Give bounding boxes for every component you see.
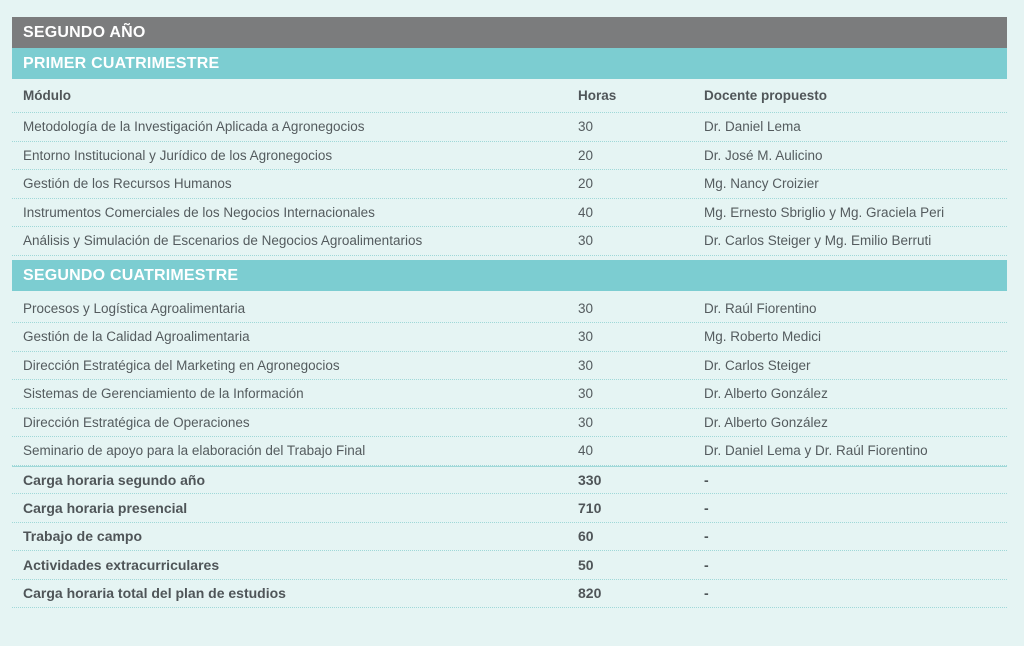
table-row <box>12 170 1007 199</box>
first-semester-title: PRIMER CUATRIMESTRE <box>12 48 1007 79</box>
table-row <box>12 323 1007 352</box>
module-teacher: Dr. Daniel Lema <box>704 119 801 135</box>
table-row <box>12 437 1007 466</box>
total-label: Trabajo de campo <box>23 528 143 545</box>
total-hours: 50 <box>578 556 594 573</box>
total-row <box>12 523 1007 552</box>
module-hours: 40 <box>578 443 594 459</box>
table-row <box>12 380 1007 409</box>
module-name: Gestión de la Calidad Agroalimentaria <box>23 329 250 345</box>
table-row <box>12 142 1007 171</box>
total-hours: 820 <box>578 585 602 602</box>
module-name: Dirección Estratégica de Operaciones <box>23 414 250 430</box>
module-name: Entorno Institucional y Jurídico de los Agronegocios <box>23 147 333 163</box>
module-name: Metodología de la Investigación Aplicada a Agronegocios <box>23 119 365 135</box>
module-teacher: Mg. Roberto Medici <box>704 329 822 345</box>
total-label: Carga horaria segundo año <box>23 471 206 488</box>
module-teacher: Dr. Alberto González <box>704 414 828 430</box>
total-row <box>12 466 1007 495</box>
module-name: Procesos y Logística Agroalimentaria <box>23 300 246 316</box>
total-row <box>12 580 1007 609</box>
module-hours: 30 <box>578 329 594 345</box>
total-hours: 330 <box>578 471 602 488</box>
total-teacher: - <box>704 528 709 545</box>
module-hours: 30 <box>578 386 594 402</box>
module-teacher: Dr. Raúl Fiorentino <box>704 300 817 316</box>
second-semester-title: SEGUNDO CUATRIMESTRE <box>12 260 1007 291</box>
total-label: Actividades extracurriculares <box>23 556 220 573</box>
module-name: Dirección Estratégica del Marketing en Agronegocios <box>23 357 340 373</box>
module-hours: 30 <box>578 233 594 249</box>
total-hours: 710 <box>578 499 602 516</box>
module-hours: 30 <box>578 414 594 430</box>
total-hours: 60 <box>578 528 594 545</box>
module-name: Sistemas de Gerenciamiento de la Información <box>23 386 304 402</box>
module-hours: 30 <box>578 119 594 135</box>
total-row <box>12 494 1007 523</box>
year-title: SEGUNDO AÑO <box>12 17 1007 48</box>
module-teacher: Dr. Carlos Steiger y Mg. Emilio Berruti <box>704 233 932 249</box>
total-label: Carga horaria presencial <box>23 499 188 516</box>
table-row <box>12 295 1007 324</box>
total-label: Carga horaria total del plan de estudios <box>23 585 286 602</box>
header-module: Módulo <box>23 88 71 103</box>
module-name: Instrumentos Comerciales de los Negocios Internacionales <box>23 204 375 220</box>
module-hours: 40 <box>578 204 594 220</box>
total-teacher: - <box>704 585 709 602</box>
table-row <box>12 352 1007 381</box>
total-teacher: - <box>704 556 709 573</box>
curriculum-table <box>12 17 1007 608</box>
total-row <box>12 551 1007 580</box>
module-teacher: Dr. Daniel Lema y Dr. Raúl Fiorentino <box>704 443 928 459</box>
module-name: Análisis y Simulación de Escenarios de Negocios Agroalimentarios <box>23 233 423 249</box>
module-teacher: Mg. Nancy Croizier <box>704 176 819 192</box>
module-hours: 20 <box>578 176 594 192</box>
header-hours: Horas <box>578 88 617 103</box>
table-header-row <box>12 79 1007 113</box>
module-teacher: Dr. José M. Aulicino <box>704 147 823 163</box>
table-row <box>12 227 1007 256</box>
module-teacher: Dr. Carlos Steiger <box>704 357 811 373</box>
module-hours: 30 <box>578 357 594 373</box>
table-row <box>12 199 1007 228</box>
module-teacher: Dr. Alberto González <box>704 386 828 402</box>
module-hours: 20 <box>578 147 594 163</box>
header-teacher: Docente propuesto <box>704 88 828 103</box>
table-row <box>12 113 1007 142</box>
total-teacher: - <box>704 471 709 488</box>
table-row <box>12 409 1007 438</box>
total-teacher: - <box>704 499 709 516</box>
module-hours: 30 <box>578 300 594 316</box>
module-teacher: Mg. Ernesto Sbriglio y Mg. Graciela Peri <box>704 204 945 220</box>
module-name: Gestión de los Recursos Humanos <box>23 176 232 192</box>
module-name: Seminario de apoyo para la elaboración del Trabajo Final <box>23 443 366 459</box>
